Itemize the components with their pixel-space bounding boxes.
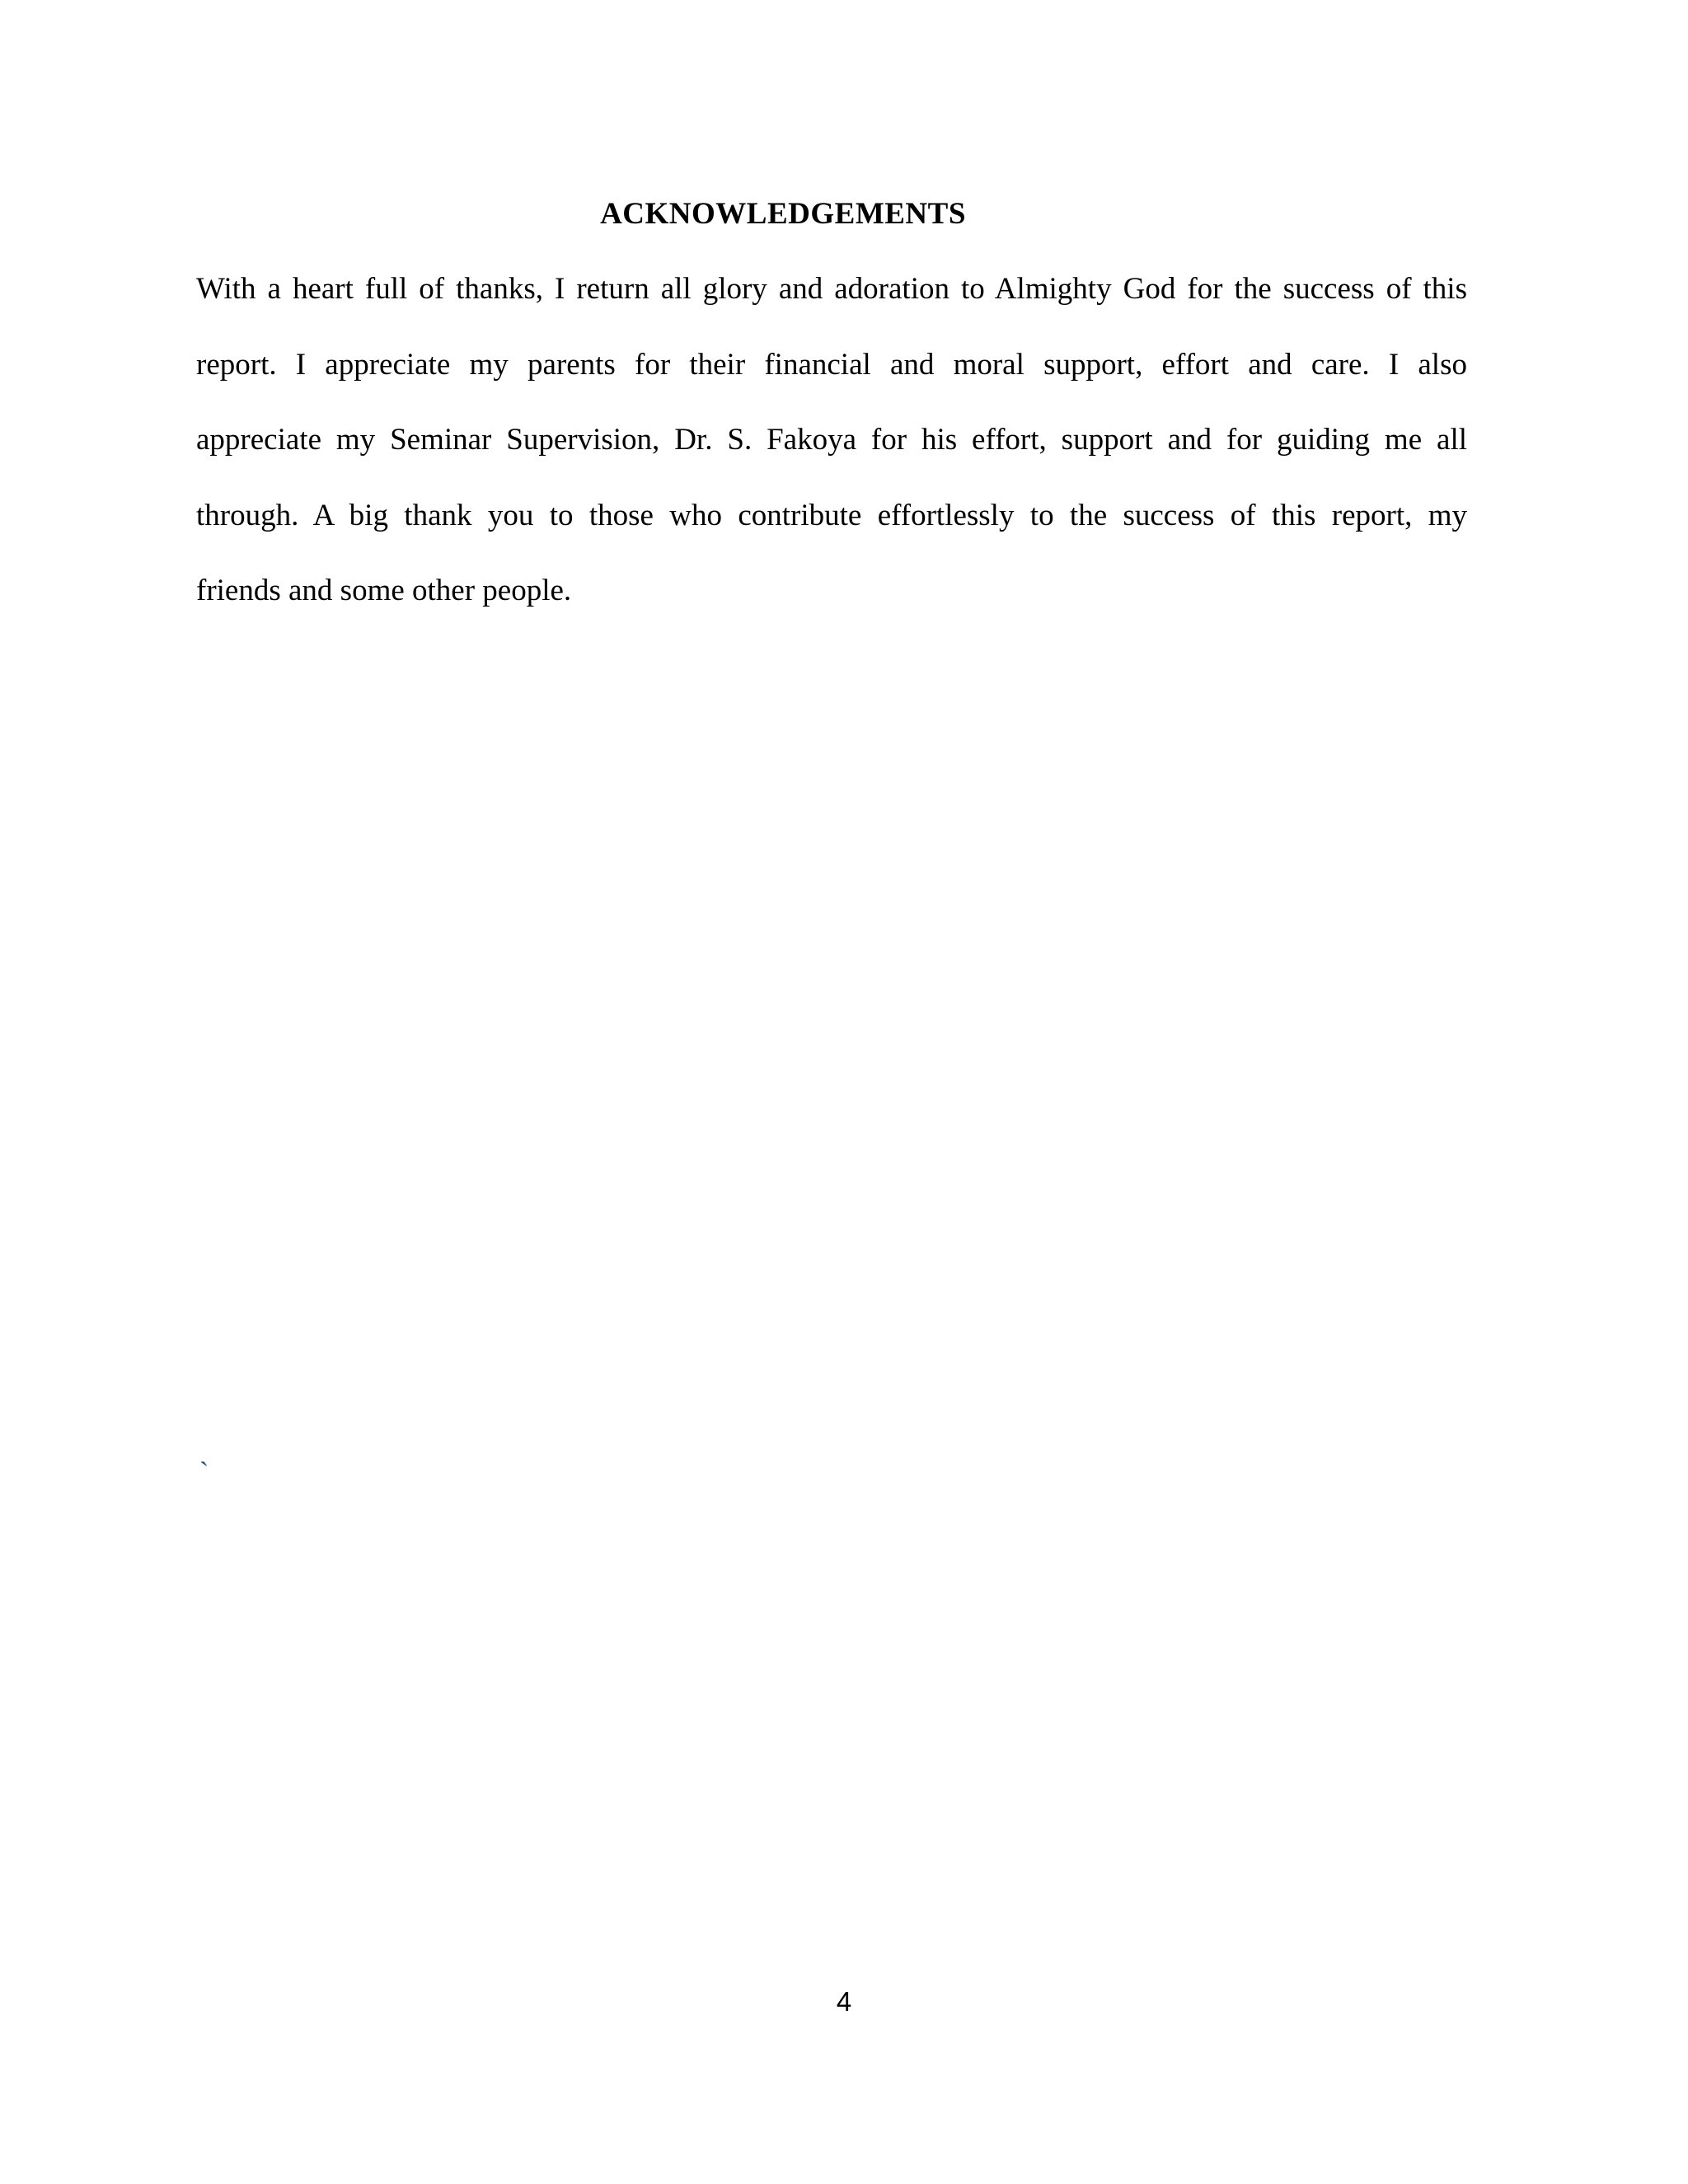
page-number: 4	[836, 1986, 852, 2017]
paragraph-line: friends and some other people.	[196, 574, 572, 607]
paragraph-line: report. I appreciate my parents for their financial and moral support, effort and care. I also	[196, 348, 1467, 382]
page-title: ACKNOWLEDGEMENTS	[600, 197, 966, 231]
stray-backtick-mark: `	[199, 1457, 209, 1488]
paragraph-line: through. A big thank you to those who contribute effortlessly to the success of this report, my	[196, 499, 1467, 532]
paragraph-line: appreciate my Seminar Supervision, Dr. S. Fakoya for his effort, support and for guiding me all	[196, 423, 1467, 457]
paragraph-line: With a heart full of thanks, I return all glory and adoration to Almighty God for the success of this	[196, 272, 1467, 306]
